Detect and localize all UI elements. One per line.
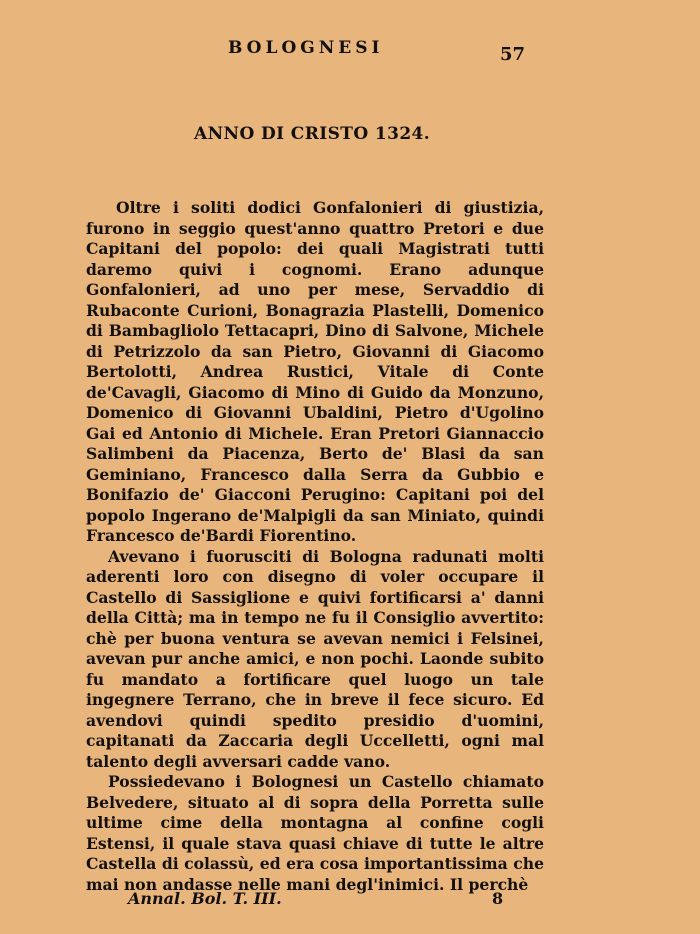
- section-title: ANNO DI CRISTO 1324.: [194, 124, 431, 144]
- page-number: 57: [500, 44, 526, 65]
- body-text: [86, 198, 544, 895]
- page-footer: [128, 889, 508, 908]
- signature-mark: Annal. Bol. T. III.: [128, 889, 282, 908]
- paragraph-1: Oltre i soliti dodici Gonfalonieri di giustizia, furono in seggio quest'anno quattro Pretori e due Capitani del popolo: dei quali Magistrati tutti daremo quivi i cognomi. Erano adunque Gonfalonieri, ad uno per mese, Servaddio di Rubaconte Curioni, Bonagrazia Plastelli, Domenico di Bambagliolo Tettacapri, Dino di Salvone, Michele di Petrizzolo da san Pietro, Giovanni di Giacomo Bertolotti, Andrea Rustici, Vitale di Conte de'Cavagli, Giacomo di Mino di Guido da Monzuno, Domenico di Giovanni Ubaldini, Pietro d'Ugolino Gai ed Antonio di Michele. Eran Pretori Giannaccio Salimbeni da Piacenza, Berto de' Blasi da san Geminiano, Francesco dalla Serra da Gubbio e Bonifazio de' Giacconi Perugino: Capitani poi del popolo Ingerano de'Malpigli da san Miniato, quindi Francesco de'Bardi Fiorentino.: [86, 198, 544, 545]
- paragraph-2: Avevano i fuorusciti di Bologna radunati molti aderenti loro con disegno di voler occupare il Castello di Sassiglione e quivi fortificarsi a' danni della Città; ma in tempo ne fu il Consiglio avvertito: chè per buona ventura se avevan nemici i Felsinei, avevan pur anche amici, e non pochi. Laonde subito fu mandato a fortificare quel luogo un tale ingegnere Terrano, che in breve il fece sicuro. Ed avendovi quindi spedito presidio d'uomini, capitanati da Zaccaria degli Uccelletti, ogni mal talento degli avversari cadde vano.: [86, 546, 544, 771]
- signature-number: 8: [492, 889, 504, 908]
- running-title: BOLOGNESI: [228, 38, 384, 58]
- paragraph-3: Possiedevano i Bolognesi un Castello chiamato Belvedere, situato al di sopra della Porretta sulle ultime cime della montagna al confine cogli Estensi, il quale stava quasi chiave di tutte le altre Castella di colassù, ed era cosa importantissima che mai non andasse nelle mani degl'inimici. Il perchè: [86, 772, 544, 894]
